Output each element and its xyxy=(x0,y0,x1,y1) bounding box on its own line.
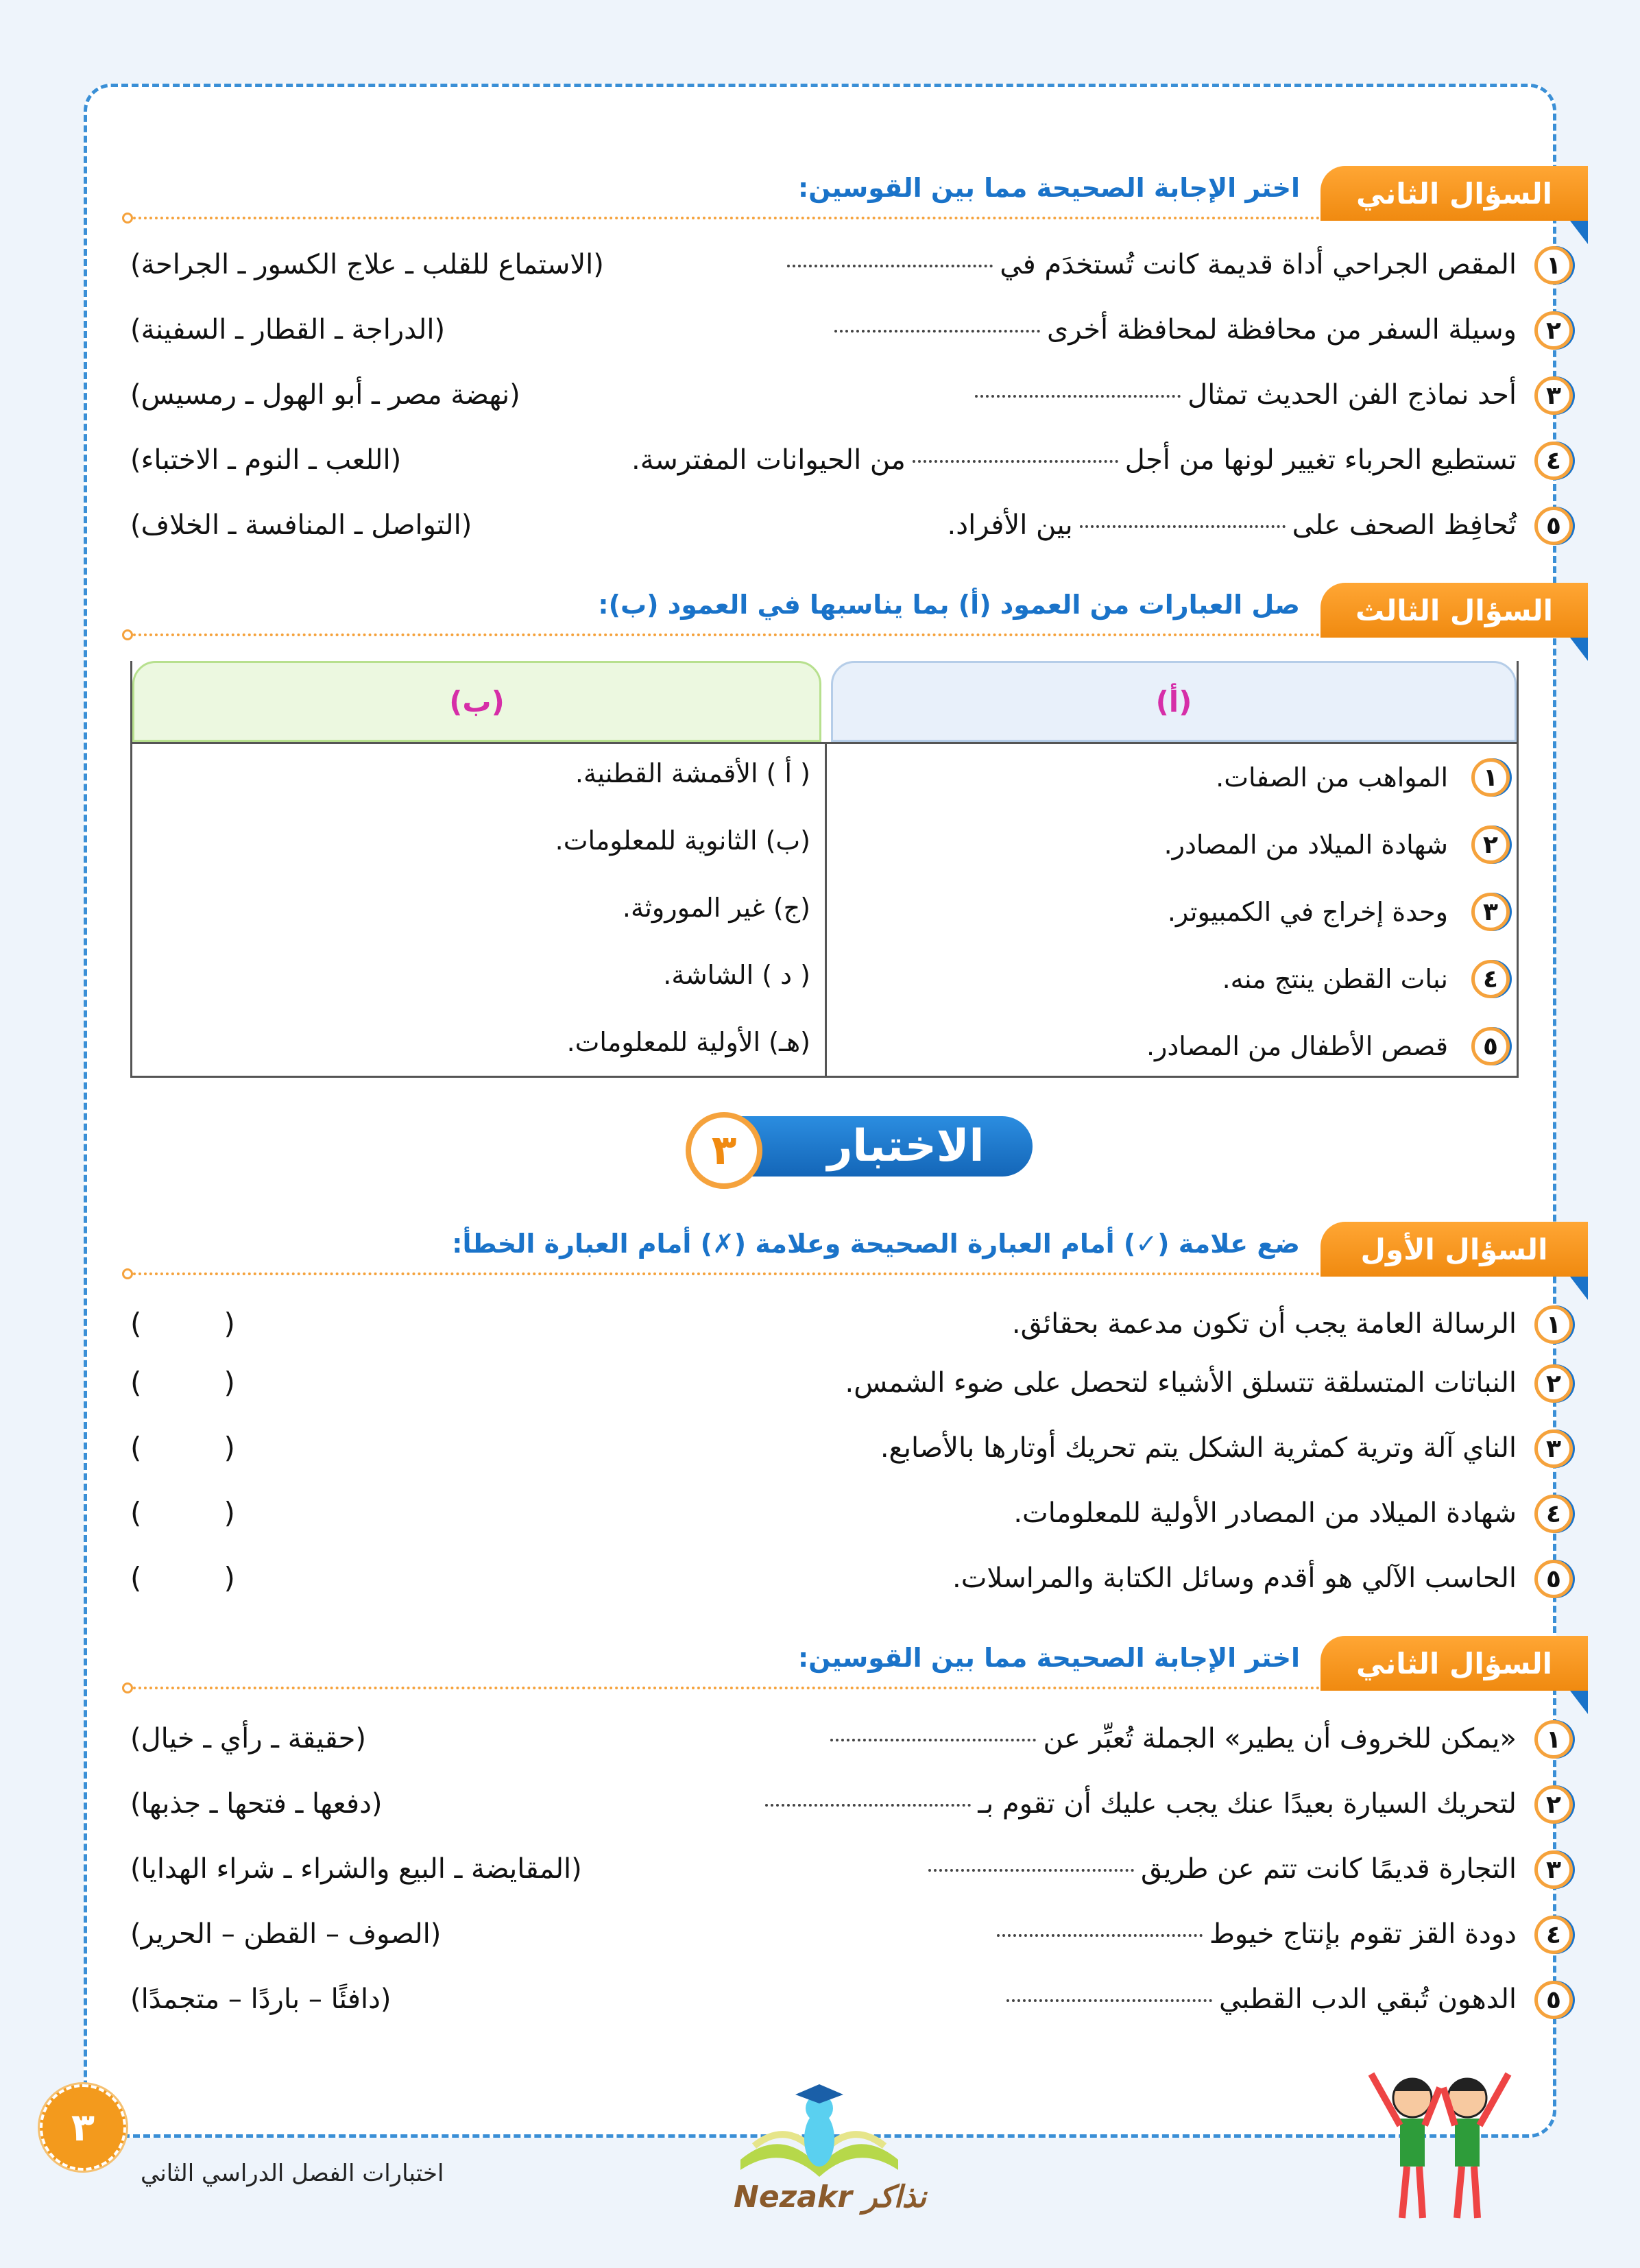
nezakr-logo xyxy=(720,2077,927,2215)
question-stem: لتحريك السيارة بعيدًا عنك يجب عليك أن تقوم بـ xyxy=(978,1788,1517,1820)
question-text xyxy=(948,509,1517,541)
section-tab: السؤال الثالث xyxy=(1321,583,1588,638)
column-b-item: ( أ ) الأقمشة القطنية. xyxy=(575,758,810,788)
answer-blank[interactable] xyxy=(834,330,1040,333)
section-tab: السؤال الثاني xyxy=(1321,166,1588,221)
list-item xyxy=(130,504,1561,552)
item-number: ١ xyxy=(1534,1305,1573,1344)
section-instruction: اختر الإجابة الصحيحة مما بين القوسين: xyxy=(797,1643,1300,1673)
answer-options: (دفعها ـ فتحها ـ جذبها) xyxy=(130,1788,383,1820)
answer-blank[interactable] xyxy=(1006,1999,1212,2002)
list-item xyxy=(130,309,1561,357)
answer-options: (دافئًا – باردًا – متجمدًا) xyxy=(130,1983,391,2015)
list-item xyxy=(130,1717,1561,1765)
divider xyxy=(128,1687,1321,1689)
list-item xyxy=(130,1362,1561,1410)
question-stem: التجارة قديمًا كانت تتم عن طريق xyxy=(1141,1853,1517,1885)
column-b-item: ( د ) الشاشة. xyxy=(663,960,810,990)
list-item xyxy=(130,1303,1561,1351)
statement-text: النباتات المتسلقة تتسلق الأشياء لتحصل على ضوء الشمس. xyxy=(845,1367,1517,1399)
item-number: ١ xyxy=(1534,246,1573,285)
question-text xyxy=(780,249,1517,280)
answer-options: (الدراجة ـ القطار ـ السفينة) xyxy=(130,314,446,346)
book-graduate-icon xyxy=(720,2077,919,2180)
item-number: ١ xyxy=(1471,758,1510,797)
question-stem: الدهون تُبقي الدب القطبي xyxy=(1218,1983,1517,2015)
answer-options: (الاستماع للقلب ـ علاج الكسور ـ الجراحة) xyxy=(130,249,604,280)
column-b-item: (ب) الثانوية للمعلومات. xyxy=(555,825,810,856)
column-a-item: قصص الأطفال من المصادر. xyxy=(1146,1031,1448,1061)
question-text xyxy=(921,1853,1517,1885)
page-number: ٣ xyxy=(40,2084,126,2171)
answer-blank[interactable] xyxy=(928,1869,1134,1872)
section-instruction: ضع علامة (✓) أمام العبارة الصحيحة وعلامة (✗) أمام العبارة الخطأ: xyxy=(452,1229,1300,1259)
test-label: الاختبار xyxy=(738,1116,1033,1177)
question-text xyxy=(828,314,1517,346)
statement-text: الحاسب الآلي هو أقدم وسائل الكتابة والمراسلات. xyxy=(952,1563,1517,1594)
item-number: ٥ xyxy=(1471,1027,1510,1065)
item-number: ٢ xyxy=(1534,1785,1573,1824)
statement-text: شهادة الميلاد من المصادر الأولية للمعلومات. xyxy=(1013,1497,1517,1529)
divider xyxy=(128,217,1321,219)
item-number: ١ xyxy=(1534,1720,1573,1759)
item-number: ٤ xyxy=(1534,1495,1573,1533)
column-a-item: وحدة إخراج في الكمبيوتر. xyxy=(1167,897,1448,927)
item-number: ٣ xyxy=(1471,893,1510,931)
list-item xyxy=(130,1848,1561,1896)
answer-blank[interactable] xyxy=(975,395,1181,398)
list-item xyxy=(130,1783,1561,1831)
item-number: ٢ xyxy=(1471,825,1510,864)
column-a-item: شهادة الميلاد من المصادر. xyxy=(1163,830,1448,860)
item-number: ٣ xyxy=(1534,376,1573,415)
section-instruction: صل العبارات من العمود (أ) بما يناسبها في العمود (ب): xyxy=(598,590,1300,620)
list-item xyxy=(130,1427,1561,1475)
column-a-header: (أ) xyxy=(831,661,1517,742)
kids-illustration xyxy=(1344,2060,1536,2239)
statement-text: الرسالة العامة يجب أن تكون مدعمة بحقائق. xyxy=(1011,1308,1517,1340)
answer-slot[interactable]: ( ) xyxy=(130,1431,235,1464)
question-stem: وسيلة السفر من محافظة لمحافظة أخرى xyxy=(1046,314,1517,346)
answer-slot[interactable]: ( ) xyxy=(130,1366,235,1399)
statement-text: الناي آلة وترية كمثرية الشكل يتم تحريك أوتارها بالأصابع. xyxy=(880,1432,1517,1464)
question-stem: تُحافِظ الصحف على xyxy=(1292,509,1517,541)
column-b-item: (هـ) الأولية للمعلومات. xyxy=(566,1027,810,1057)
list-item xyxy=(130,1978,1561,2026)
section-tab: السؤال الثاني xyxy=(1321,1636,1588,1691)
question-stem: «يمكن للخروف أن يطير» الجملة تُعبِّر عن xyxy=(1043,1723,1517,1754)
item-number: ٢ xyxy=(1534,1364,1573,1403)
section-header-q1 xyxy=(128,1222,1588,1277)
column-divider xyxy=(825,742,827,1076)
question-text xyxy=(1000,1983,1517,2015)
test-banner xyxy=(686,1112,1033,1181)
list-item xyxy=(130,243,1561,291)
answer-slot[interactable]: ( ) xyxy=(130,1496,235,1530)
child-figure-icon xyxy=(1443,2074,1508,2218)
answer-options: (الصوف – القطن – الحرير) xyxy=(130,1918,442,1950)
question-stem: دودة القز تقوم بإنتاج خيوط xyxy=(1209,1918,1517,1950)
item-number: ٢ xyxy=(1534,311,1573,350)
question-text xyxy=(823,1723,1517,1754)
question-text xyxy=(990,1918,1517,1950)
section-header-q2-test2 xyxy=(128,166,1588,221)
item-number: ٥ xyxy=(1534,1560,1573,1598)
question-text xyxy=(968,379,1517,411)
column-a-item: المواهب من الصفات. xyxy=(1216,762,1448,793)
answer-options: (المقايضة ـ البيع والشراء ـ شراء الهدايا) xyxy=(130,1853,582,1885)
section-header-q3 xyxy=(128,583,1588,638)
column-a-item: نبات القطن ينتج منه. xyxy=(1222,964,1448,994)
item-number: ٥ xyxy=(1534,507,1573,545)
item-number: ٤ xyxy=(1534,442,1573,480)
book-title: اختبارات الفصل الدراسي الثاني xyxy=(141,2160,444,2187)
list-item xyxy=(130,374,1561,422)
question-stem: أحد نماذج الفن الحديث تمثال xyxy=(1187,379,1517,411)
section-tab: السؤال الأول xyxy=(1321,1222,1588,1277)
answer-options: (نهضة مصر ـ أبو الهول ـ رمسيس) xyxy=(130,379,520,411)
divider xyxy=(128,1272,1321,1275)
logo-text: Nezakr نذاكر xyxy=(734,2180,927,2215)
column-b-item: (ج) غير الموروثة. xyxy=(622,893,810,923)
answer-blank[interactable] xyxy=(830,1739,1036,1741)
question-text xyxy=(631,444,1517,476)
child-figure-icon xyxy=(1371,2074,1440,2218)
item-number: ٤ xyxy=(1534,1916,1573,1954)
answer-options: (اللعب ـ النوم ـ الاختباء) xyxy=(130,444,402,476)
list-item xyxy=(130,1492,1561,1540)
item-number: ٣ xyxy=(1534,1850,1573,1889)
item-number: ٥ xyxy=(1534,1981,1573,2019)
answer-blank[interactable] xyxy=(913,460,1118,463)
section-instruction: اختر الإجابة الصحيحة مما بين القوسين: xyxy=(797,173,1300,203)
answer-options: (التواصل ـ المنافسة ـ الخلاف) xyxy=(130,509,472,541)
answer-blank[interactable] xyxy=(1080,525,1286,528)
section-header-q2-test3 xyxy=(128,1636,1588,1691)
answer-options: (حقيقة ـ رأي ـ خيال) xyxy=(130,1723,367,1754)
answer-slot[interactable]: ( ) xyxy=(130,1561,235,1595)
answer-blank[interactable] xyxy=(997,1934,1203,1937)
question-stem: المقص الجراحي أداة قديمة كانت تُستخدَم في xyxy=(1000,249,1517,280)
question-tail: من الحيوانات المفترسة. xyxy=(631,444,906,476)
list-item xyxy=(130,1913,1561,1961)
matching-table xyxy=(130,661,1519,1078)
list-item xyxy=(130,1557,1561,1605)
item-number: ٤ xyxy=(1471,960,1510,998)
list-item xyxy=(130,439,1561,487)
test-number: ٣ xyxy=(686,1112,762,1189)
divider xyxy=(128,634,1321,636)
answer-blank[interactable] xyxy=(765,1804,971,1807)
question-text xyxy=(758,1788,1517,1820)
column-b-header: (ب) xyxy=(132,661,821,742)
question-stem: تستطيع الحرباء تغيير لونها من أجل xyxy=(1124,444,1517,476)
answer-slot[interactable]: ( ) xyxy=(130,1307,235,1340)
question-tail: بين الأفراد. xyxy=(947,509,1073,541)
item-number: ٣ xyxy=(1534,1429,1573,1468)
answer-blank[interactable] xyxy=(787,265,993,267)
